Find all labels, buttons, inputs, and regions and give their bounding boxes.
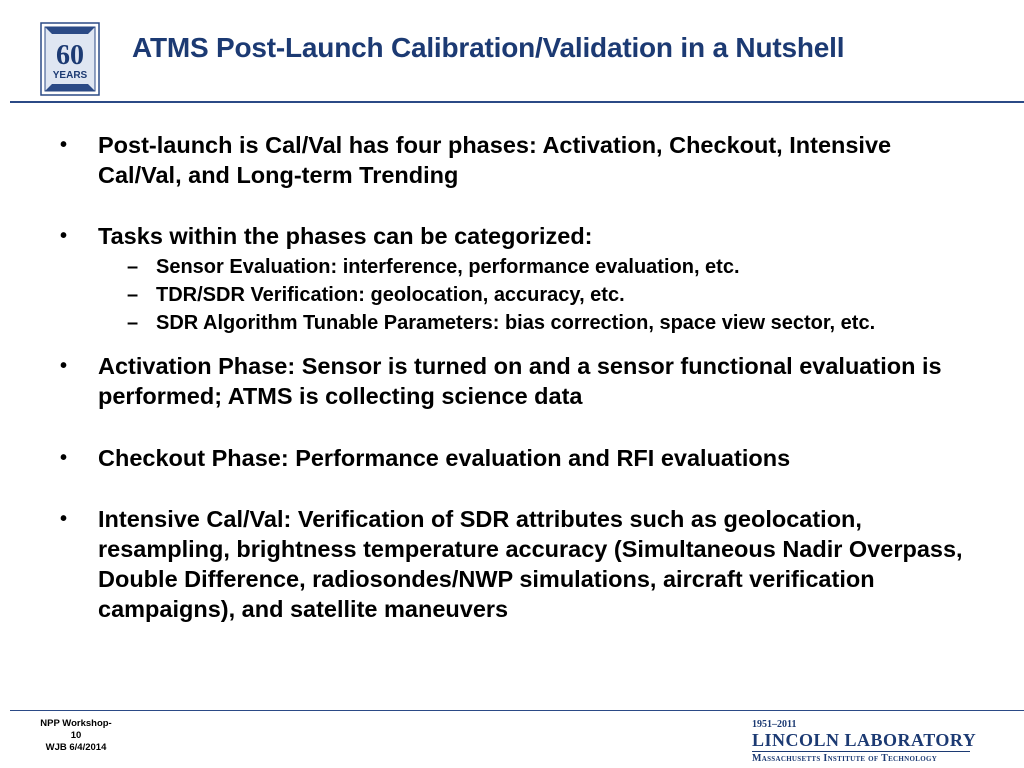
sub-bullet-item	[98, 281, 970, 309]
sub-bullet-text: SDR Algorithm Tunable Parameters: bias correction, space view sector, etc.	[156, 312, 876, 334]
bullet-text: Checkout Phase: Performance evaluation and RFI evaluations	[98, 445, 791, 471]
bullet-dot: •	[60, 355, 68, 377]
slide-title: ATMS Post-Launch Calibration/Validation in a Nutshell	[132, 32, 845, 63]
sub-bullet-text: TDR/SDR Verification: geolocation, accuracy, etc.	[156, 284, 625, 306]
footer-author-date: WJB 6/4/2014	[45, 742, 107, 753]
lab-logo-rule	[752, 751, 970, 752]
bullet-item	[60, 504, 970, 624]
lab-years: 1951–2011	[752, 719, 797, 730]
sub-bullet-text: Sensor Evaluation: interference, performance evaluation, etc.	[156, 256, 740, 278]
logo-word: YEARS	[52, 70, 88, 81]
sub-bullet-dash: –	[127, 312, 139, 334]
bullet-item	[60, 443, 970, 473]
bullet-item	[60, 130, 970, 190]
bullet-dot: •	[60, 508, 68, 530]
bullet-dot: •	[60, 134, 68, 156]
logo-number: 60	[56, 40, 84, 71]
bullet-text: Activation Phase: Sensor is turned on and a sensor functional evaluation is performed; ATMS is collecting science data	[98, 353, 942, 409]
lab-institute: Massachusetts Institute of Technology	[752, 753, 938, 764]
bullet-item	[60, 221, 970, 337]
sub-bullet-dash: –	[127, 256, 139, 278]
lincoln-laboratory-logo: LINCOLN LABORATORY	[752, 730, 977, 750]
footer-divider	[10, 710, 1024, 711]
bullet-list	[60, 130, 970, 624]
bullet-item	[60, 351, 970, 411]
bullet-text: Tasks within the phases can be categorized:	[98, 223, 593, 249]
sub-bullet-list	[98, 253, 970, 337]
sub-bullet-item	[98, 309, 970, 337]
title-divider	[10, 101, 1024, 103]
footer-workshop: NPP Workshop-10	[40, 718, 112, 741]
bullet-dot: •	[60, 447, 68, 469]
bullet-text: Intensive Cal/Val: Verification of SDR attributes such as geolocation, resampling, brightness temperature accuracy (Simultaneous Nadir Overpass, Double Difference, radiosondes/NWP simulations, aircraft verification campaigns), and satellite maneuvers	[98, 506, 963, 622]
60-years-logo	[40, 22, 100, 96]
footer-note	[36, 718, 116, 754]
bullet-text: Post-launch is Cal/Val has four phases: Activation, Checkout, Intensive Cal/Val, and Long-term Trending	[98, 132, 892, 188]
bullet-dot: •	[60, 225, 68, 247]
sub-bullet-dash: –	[127, 284, 139, 306]
sub-bullet-item	[98, 253, 970, 281]
